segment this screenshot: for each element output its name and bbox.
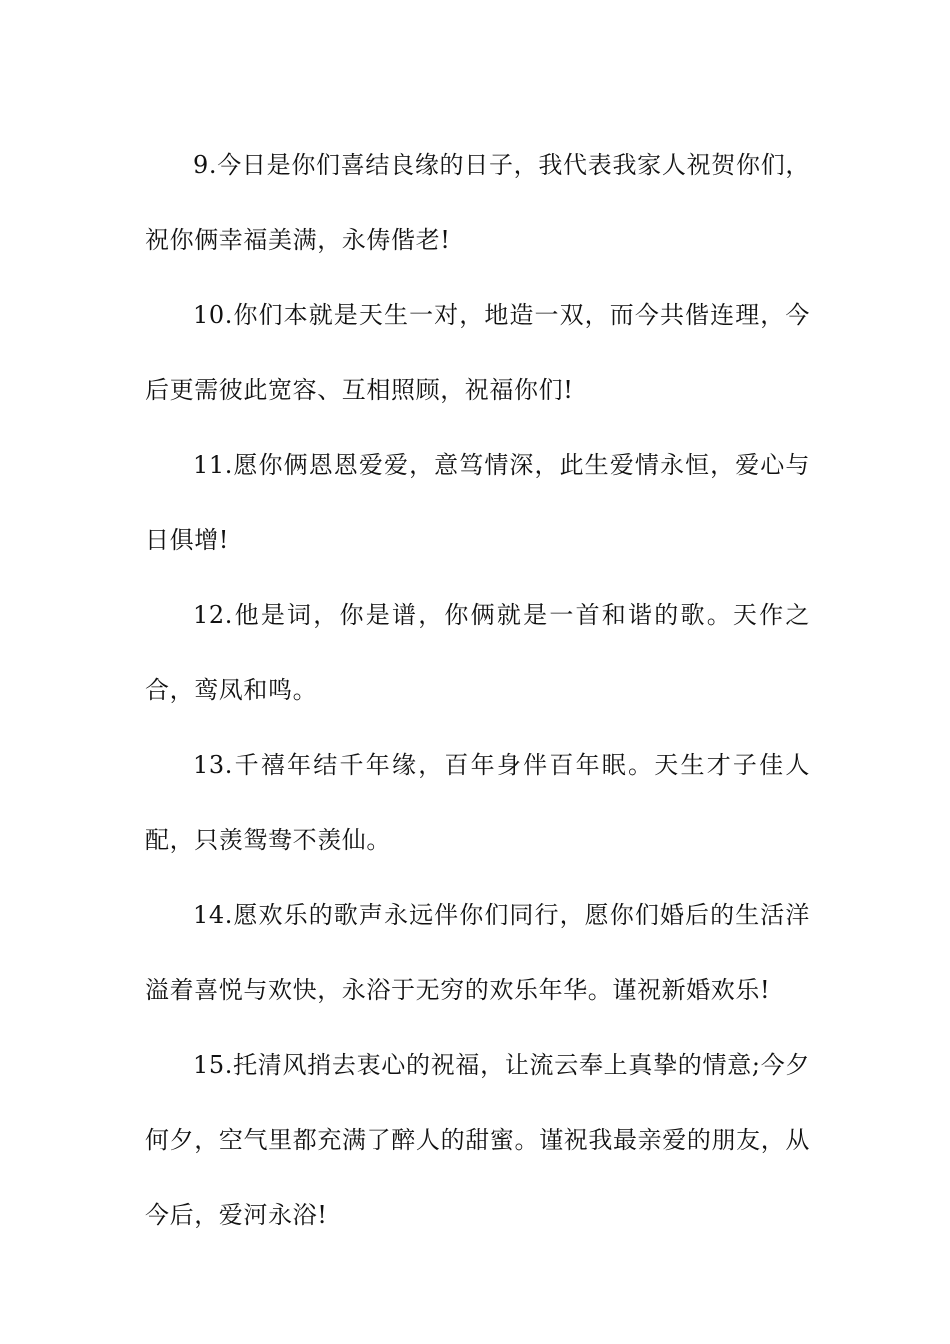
paragraph-15: 15.托清风捎去衷心的祝福，让流云奉上真挚的情意;今夕何夕，空气里都充满了醉人的甜蜜。谨祝我最亲爱的朋友，从今后，爱河永浴! — [145, 1051, 810, 1229]
paragraph-13: 13.千禧年结千年缘，百年身伴百年眠。天生才子佳人配，只羡鸳鸯不羡仙。 — [145, 751, 810, 854]
paragraph-9: 9.今日是你们喜结良缘的日子，我代表我家人祝贺你们，祝你俩幸福美满，永俦偕老! — [145, 151, 810, 254]
paragraph-10: 10.你们本就是天生一对，地造一双，而今共偕连理，今后更需彼此宽容、互相照顾，祝福你们! — [145, 301, 810, 404]
paragraph-11: 11.愿你俩恩恩爱爱，意笃情深，此生爱情永恒，爱心与日俱增! — [145, 451, 810, 554]
paragraph-14: 14.愿欢乐的歌声永远伴你们同行，愿你们婚后的生活洋溢着喜悦与欢快，永浴于无穷的欢乐年华。谨祝新婚欢乐! — [145, 901, 810, 1004]
paragraph-12: 12.他是词，你是谱，你俩就是一首和谐的歌。天作之合，鸾凤和鸣。 — [145, 601, 810, 704]
document-body — [145, 128, 810, 1253]
